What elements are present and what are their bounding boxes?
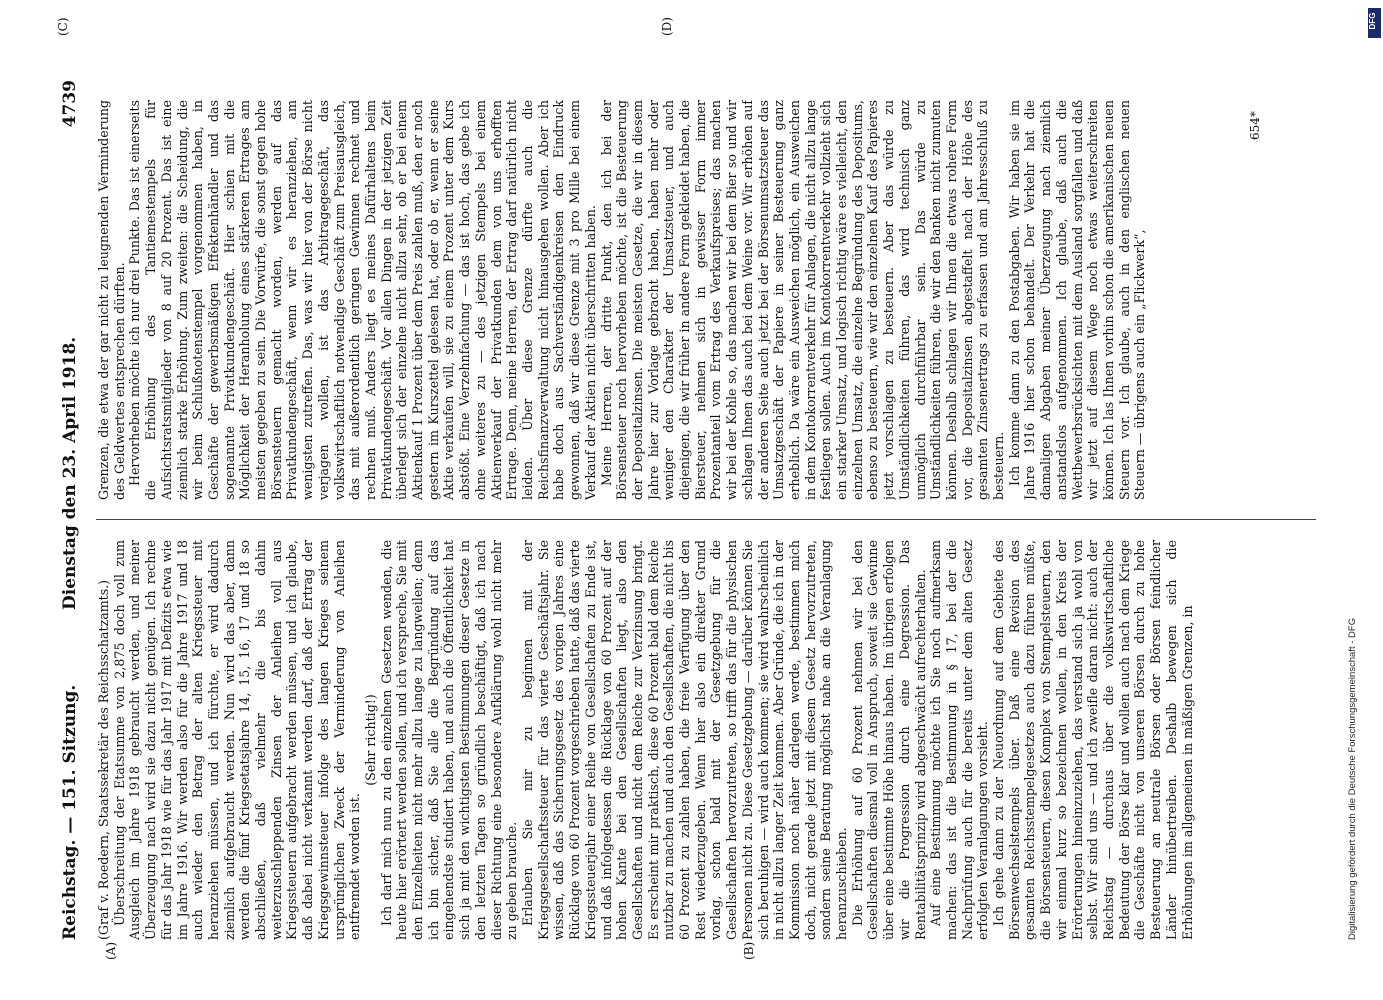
credit-text: Digitalisierung gefördert durch die Deutsche Forschungsgemeinschaft - DFG bbox=[1347, 617, 1358, 940]
margin-marker-b: (B) bbox=[742, 941, 756, 960]
margin-marker-c: (C) bbox=[56, 17, 70, 36]
paragraph: Die Erhöhung auf 60 Prozent nehmen wir bei den Gesellschaften diesmal voll in Anspruch, soweit sie Gewinne über eine bestimmte Höhe hinaus haben. Im übrigen erfolgen wir die Progression durch eine Degression. Das Rentabilitätsprinzip wird abgeschwächt aufrechterhalten. bbox=[849, 540, 928, 940]
page-signature: 654* bbox=[1248, 111, 1262, 140]
paragraph: Auf eine Bestimmung möchte ich Sie noch aufmerksam machen: das ist die Bestimmung in § 17, bei der die Nachprüfung auch für die bereits unter dem alten Gesetz erfolgten Veranlagungen vorsieht. bbox=[928, 540, 991, 940]
interjection: (Sehr richtig!) bbox=[362, 694, 378, 786]
header-left: Reichstag. — 151. Sitzung. bbox=[60, 684, 80, 940]
column-divider bbox=[96, 519, 1316, 520]
right-column bbox=[96, 100, 1316, 500]
paragraph: Erlauben Sie mir zu beginnen mit der Kriegsgesellschaftssteuer für das vierte Geschäftsjahr. Sie wissen, daß das Sicherungsgesetz des vorigen Jahres eine Rücklage von 60 Prozent vorgeschrieben hatte, daß das vierte Kriegssteuerjahr einer Reihe von Gesellschaften zu Ende ist, und daß infolgedessen die Rücklage von 60 Prozent auf der hohen Kante bei den Gesellschaften liegt, also den Gesellschaften und nicht dem Reiche zur Verzinsung bringt. Es erscheint mir praktisch, diese 60 Prozent bald dem Reiche nutzbar zu machen und auch den Gesellschaften, die nicht bis 60 Prozent zu zahlen haben, die freie Verfügung über den Rest wiederzugeben. Wenn hier also ein direkter Grund vorlag, schon bald mit der Gesetzgebung für die Gesellschaften hervorzutreten, so trifft das für die physischen Personen nicht zu. Diese Gesetzgebung — darüber können Sie sich beruhigen — wird auch kommen; sie wird wahrscheinlich in nicht allzu langer Zeit kommen. Aber Gründe, die ich in der Kommission noch näher darlegen werde, bestimmen mich doch, nicht gerade jetzt mit diesem Gesetz hervorzutreten, sondern seine Beratung möglichst nahe an die Veranlagung heranzuschieben. bbox=[519, 540, 850, 940]
paragraph: Überschreitung der Etatsumme von 2,875 doch voll zum Ausgleich im Jahre 1918 gebraucht werden, und meiner Überzeugung nach wird sie dazu nicht genügen. Ich rechne für das Jahr 1918 wie für das Jahr 1917 mit Defizits etwa wie im Jahre 1916. Wir werden also für die Jahre 1917 und 18 auch wieder den Betrag der alten Kriegssteuer mit heranziehen müssen, und ich fürchte, er wird dadurch ziemlich aufgebraucht werden. Nun wird das aber, dann werden die fünf Kriegsetatsjahre 14, 15, 16, 17 und 18 so abschließen, daß vielmehr die bis dahin weiterzuschleppenden Zinsen der Anleihen voll aus Kriegssteuern aufgebracht werden müssen, und ich glaube, daß dabei nicht verkannt werden darf, daß der Ertrag der Kriegsgewinnsteuer infolge des langen Krieges seinem ursprünglichen Zweck der Verminderung von Anleihen entfremdet worden ist. bbox=[111, 540, 363, 940]
paragraph: Ich darf mich nun zu den einzelnen Gesetzen wenden, die heute hier erörtert werden sollen, und ich verspreche, Sie mit den Einzelheiten nicht mehr allzu lange zu langweilen; denn ich bin sicher, daß Sie alle die Begründung auf das eingehendste studiert haben, und auch die Öffentlichkeit hat sich ja mit den wichtigsten Bestimmungen dieser Gesetze in den letzten Tagen so gründlich beschäftigt, daß ich nach dieser Richtung eine besondere Aufklärung wohl nicht mehr zu geben brauche. bbox=[378, 540, 520, 940]
header-page-number: 4739 bbox=[60, 80, 80, 128]
dfg-logo bbox=[1368, 8, 1381, 38]
paragraph: Hervorheben möchte ich nur drei Punkte. Das ist einerseits die Erhöhung des Tantiemestempels für Aufsichtsratsmitglieder von 8 auf 20 Prozent. Das ist eine ziemlich starke Erhöhung. Zum zweiten: die Scheidung, die wir beim Schlußnotenstempel vorgenommen haben, in Geschäfte der gewerbsmäßigen Effektenhändler und das sogenannte Privatkundengeschäft. Hier schien mit die Möglichkeit der Heranholung eines stärkeren Ertrages am meisten gegeben zu sein. Die Vorwürfe, die sonst gegen hohe Börsensteuern gemacht worden, werden auf das Privatkundengeschäft, wenn wir es heranziehen, am wenigsten zutreffen. Das, was wir hier von der Börse nicht verjagen wollen, ist das Arbitragegeschäft, das volkswirtschaftlich notwendige Geschäft zum Preisausgleich, das mit außerordentlich geringen Gewinnen rechnet und rechnen muß. Anders liegt es meines Dafürhaltens beim Privatkundengeschäft. Vor allen Dingen in der jetzigen Zeit überlegt sich der einzelne nicht allzu sehr, ob er bei einem Aktienkauf 1 Prozent über dem Preis zahlen muß, den er noch gestern im Kurszettel gelesen hat, oder ob er, wenn er seine Aktie verkaufen will, sie zu einem Prozent unter dem Kurs abstößt. Eine Verzehnfachung — das ist hoch, das gebe ich ohne weiteres zu — des jetzigen Stempels bei einem Aktienverkauf der Privatkunden dem von uns erhofften Ertrage. Denn, meine Herren, der Ertrag darf natürlich nicht leiden. Über diese Grenze dürfte auch die Reichsfinanzverwaltung nicht hinausgehen wollen. Aber ich habe doch aus Sachverständigenkreisen den Eindruck gewonnen, daß wir diese Grenze mit 3 pro Mille bei einem Verkauf der Aktien nicht überschritten haben. bbox=[127, 100, 598, 500]
left-column bbox=[96, 540, 1316, 940]
header-date: Dienstag den 23. April 1918. bbox=[60, 336, 80, 610]
paragraph: Grenzen, die etwa der gar nicht zu leugnenden Verminderung des Geldwertes entsprechen dürften. bbox=[96, 100, 127, 500]
margin-marker-a: (A) bbox=[104, 941, 118, 960]
paragraph: Ich gehe dann zu der Neuordnung auf dem Gebiete des Börsenwechselstempels über. Daß eine Revision des gesamten Reichsstempelgesetzes auch dazu führen müßte, die Börsensteuern, diesen Komplex von Stempelsteuern, den wir einmal kurz so bezeichnen wollen, in den Kreis der Erörterungen hineinzuziehen, das verstand sich ja wohl von selbst. Wir sind uns — und ich zweifle daran nicht: auch der Reichstag — durchaus über die volkswirtschaftliche Bedeutung der Börse klar und wollen auch nach dem Kriege die Geschäfte nicht von unseren Börsen durch zu hohe Besteuerung an neutrale Börsen oder Börsen feindlicher Länder hinübertreiben. Deshalb bewegen sich die Erhöhungen im allgemeinen in mäßigen Grenzen, in bbox=[991, 540, 1195, 940]
digitization-credit bbox=[1347, 60, 1359, 940]
margin-marker-d: (D) bbox=[660, 17, 674, 36]
paragraph: Ich komme dann zu den Postabgaben. Wir haben sie im Jahre 1916 hier schon behandelt. Der Verkehr hat die damaligen Abgaben meiner Überzeugung nach ziemlich anstandslos aufgenommen. Ich glaube, daß auch die Wettbewerbsrücksichten mit dem Ausland sorgfallen und daß wir jetzt auf diesem Wege noch etwas weiterschreiten können. Ich las Ihnen vorhin schon die amerikanischen neuen Steuern vor. Ich glaube, auch in den englischen neuen Steuern — übrigens auch ein „Flickwerk“, bbox=[1006, 100, 1148, 500]
speaker-line: (Graf v. Roedern, Staatssekretär des Reichsschatzamts.) bbox=[96, 579, 111, 940]
dfg-logo-text: DFG bbox=[1368, 12, 1377, 30]
paragraph: Meine Herren, der dritte Punkt, den ich bei der Börsensteuer noch hervorheben möchte, ist die Besteuerung der Depositalzinsen. Die meisten Gesetze, die wir in diesem Jahre hier zur Vorlage gebracht haben, haben mehr oder weniger den Charakter der Umsatzsteuer, und auch diejenigen, die wir früher in andere Form gekleidet haben, die Biersteuer, nehmen sich in gewisser Form immer Prozentanteil vom Ertrag des Verkaufspreises; das machen wir bei der Kohle so, das machen wir bei dem Bier so und wir schlagen Ihnen das auch bei dem Weine vor. Wir erhöhen auf der anderen Seite auch jetzt bei der Börsenumsatzsteuer das Umsatzgeschäft der Papiere in seiner Besteuerung ganz erheblich. Da wäre ein Ausweichen möglich, ein Ausweichen in dem Kontokorrentverkehr für Anlagen, die nicht allzu lange festliegen sollen. Auch im Kontokorrentverkehr vollzieht sich ein starker Umsatz, und logisch richtig wäre es vielleicht, den einzelnen Umsatz, die einzelne Begründung des Depositums, ebenso zu besteuern, wie wir den einzelnen Kauf des Papieres jetzt vorschlagen zu besteuern. Aber das würde zu Umständlichkeiten führen, das wird technisch ganz unmöglich durchführbar sein. Das würde zu Umständlichkeiten führen, die wir den Banken nicht zumuten können. Deshalb schlagen wir Ihnen die etwas rohere Form vor, die Depositalzinsen abgestaffelt nach der Höhe des gesamten Zinsenertrags zu erfassen und am Jahresschluß zu besteuern. bbox=[598, 100, 1007, 500]
running-header bbox=[60, 80, 88, 940]
